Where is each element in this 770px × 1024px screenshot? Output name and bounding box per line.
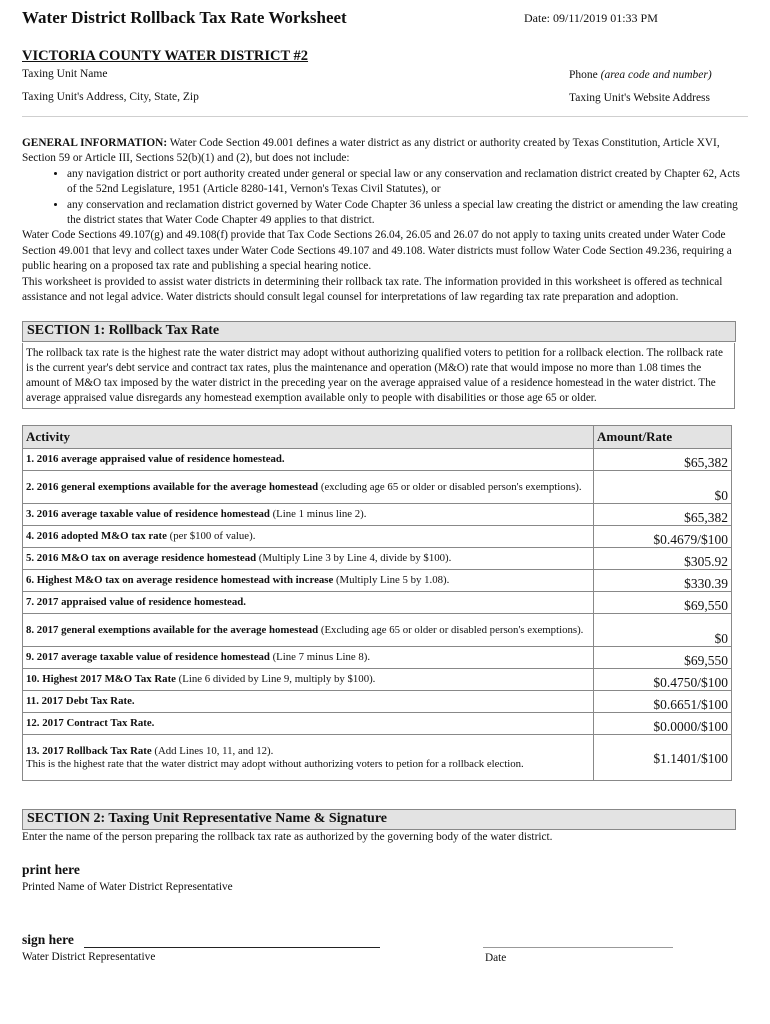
table-header-row [23,426,732,449]
activity-line-label: 2. 2016 general exemptions available for the average homestead [26,480,319,493]
table-row [23,471,732,504]
website-label: Taxing Unit's Website Address [569,92,710,104]
activity-cell [23,614,594,647]
representative-caption: Water District Representative [22,951,156,963]
activity-line-label: 8. 2017 general exemptions available for the average homestead [26,623,319,636]
date-caption: Date [485,952,507,964]
address-label: Taxing Unit's Address, City, State, Zip [22,91,199,103]
activity-line-explanation: This is the highest rate that the water district may adopt without authorizing voters to petion for a rollback election. [26,757,524,770]
table-row [23,669,732,691]
activity-line-note: (Excluding age 65 or older or disabled person's exemptions). [318,623,584,636]
table-row [23,548,732,570]
divider [22,116,748,117]
amount-cell: $0.6651/$100 [594,691,732,713]
amount-cell: $305.92 [594,548,732,570]
phone-label: Phone (area code and number) [569,69,712,81]
general-bullet: • any navigation district or port authority created under general or special law or any conservation and reclamation district created by Chapter 62, Acts of the 52nd Legislature, 1951 (Article 8280-141, Vernon's Texas Civil Statutes), or [67,167,748,198]
general-para-2: Water Code Sections 49.107(g) and 49.108(f) provide that Tax Code Sections 26.04, 26.05 and 26.07 do not apply to taxing units created under Water Code Section 49.001 that levy and collect taxes under Water Code Sections 49.107 and 49.108. Water districts must follow Water Code Section 49.236, requiring a public hearing on a proposed tax rate and publishing a special hearing notice. [22,229,732,273]
activity-cell [23,471,594,504]
print-here-label: print here [22,862,80,877]
activity-cell [23,526,594,548]
activity-line-note: (per $100 of value). [166,530,256,542]
amount-cell: $1.1401/$100 [594,735,732,781]
amount-cell: $0.0000/$100 [594,713,732,735]
rollback-worksheet-table [22,425,732,781]
amount-cell: $0.4750/$100 [594,669,732,691]
activity-column-header: Activity [23,426,594,449]
amount-cell: $65,382 [594,504,732,526]
activity-line-label: 5. 2016 M&O tax on average residence homestead [26,552,257,564]
table-row [23,570,732,592]
table-row [23,526,732,548]
activity-cell [23,735,594,781]
signature-line[interactable] [84,947,380,948]
worksheet-title: Water District Rollback Tax Rate Worksheet [22,8,347,27]
table-row [23,614,732,647]
amount-column-header: Amount/Rate [594,426,732,449]
activity-line-label: 12. 2017 Contract Tax Rate. [26,717,155,729]
activity-line-note: (Line 6 divided by Line 9, multiply by $100). [175,673,376,685]
table-row [23,647,732,669]
table-row [23,592,732,614]
amount-cell: $0 [594,471,732,504]
general-para-3: This worksheet is provided to assist water districts in determining their rollback tax rate. The information provided in this worksheet is offered as technical assistance and not legal advice. Water districts should consult legal counsel for interpretations of law regarding tax rate preparation and adoption. [22,275,723,304]
general-bullets [22,167,748,229]
activity-cell [23,570,594,592]
sign-here-label: sign here [22,932,74,947]
activity-line-label: 1. 2016 average appraised value of residence homestead. [26,453,285,465]
date-line[interactable] [483,947,673,948]
activity-line-note: (Multiply Line 3 by Line 4, divide by $100). [256,552,452,564]
activity-line-label: 6. Highest M&O tax on average residence homestead with increase [26,574,334,586]
amount-cell: $65,382 [594,449,732,471]
activity-line-note: (excluding age 65 or older or disabled person's exemptions). [318,480,582,493]
activity-cell [23,504,594,526]
activity-line-note: (Line 1 minus line 2). [269,508,367,520]
activity-cell [23,449,594,471]
activity-cell [23,691,594,713]
activity-cell [23,548,594,570]
print-date: Date: 09/11/2019 01:33 PM [524,11,658,25]
table-row [23,691,732,713]
amount-cell: $69,550 [594,647,732,669]
taxing-unit-name-label: Taxing Unit Name [22,68,108,80]
activity-line-label: 11. 2017 Debt Tax Rate. [26,695,135,707]
section-1-heading: SECTION 1: Rollback Tax Rate [22,321,736,342]
activity-line-label: 4. 2016 adopted M&O tax rate [26,530,167,542]
amount-cell: $330.39 [594,570,732,592]
activity-line-label: 3. 2016 average taxable value of residence homestead [26,508,270,520]
activity-cell [23,647,594,669]
table-row [23,735,732,781]
activity-line-label: 10. Highest 2017 M&O Tax Rate [26,673,176,685]
activity-cell [23,669,594,691]
activity-line-note: (Multiply Line 5 by 1.08). [333,574,450,586]
amount-cell: $0 [594,614,732,647]
general-bullet: • any conservation and reclamation district governed by Water Code Chapter 36 unless a special law creating the district or amending the law creating the district states that Water Code Chapter 49 applies to that district. [67,198,748,229]
section-1-description: The rollback tax rate is the highest rate the water district may adopt without authorizing qualified voters to petition for a rollback election. The rollback rate is the current year's debt service and contract tax rates, plus the maintenance and operation (M&O) rate that would impose no more than 1.08 times the amount of M&O tax imposed by the water district in the preceding year on the average appraised value of a residence homestead in the water district. The average appraised value disregards any homestead exemption available only to people with disabilities or those age 65 or older. [22,343,735,409]
table-row [23,449,732,471]
activity-cell [23,592,594,614]
table-row [23,713,732,735]
taxing-unit-name: VICTORIA COUNTY WATER DISTRICT #2 [22,48,309,64]
activity-line-note: (Add Lines 10, 11, and 12). [151,744,274,757]
amount-cell: $69,550 [594,592,732,614]
section-2-description: Enter the name of the person preparing the rollback tax rate as authorized by the governing body of the water district. [22,831,553,843]
table-row [23,504,732,526]
activity-line-label: 9. 2017 average taxable value of residence homestead [26,651,270,663]
amount-cell: $0.4679/$100 [594,526,732,548]
activity-line-note: (Line 7 minus Line 8). [269,651,371,663]
section-2-heading: SECTION 2: Taxing Unit Representative Name & Signature [22,809,736,830]
general-information [22,136,748,305]
printed-name-caption: Printed Name of Water District Representative [22,881,233,893]
activity-line-label: 13. 2017 Rollback Tax Rate [26,744,152,757]
activity-line-label: 7. 2017 appraised value of residence homestead. [26,596,246,608]
activity-cell [23,713,594,735]
general-intro: GENERAL INFORMATION: Water Code Section 49.001 defines a water district as any district or authority created by Texas Constitution, Article XVI, Section 59 or Article III, Sections 52(b)(1) and (2), but does not include: [22,137,720,165]
